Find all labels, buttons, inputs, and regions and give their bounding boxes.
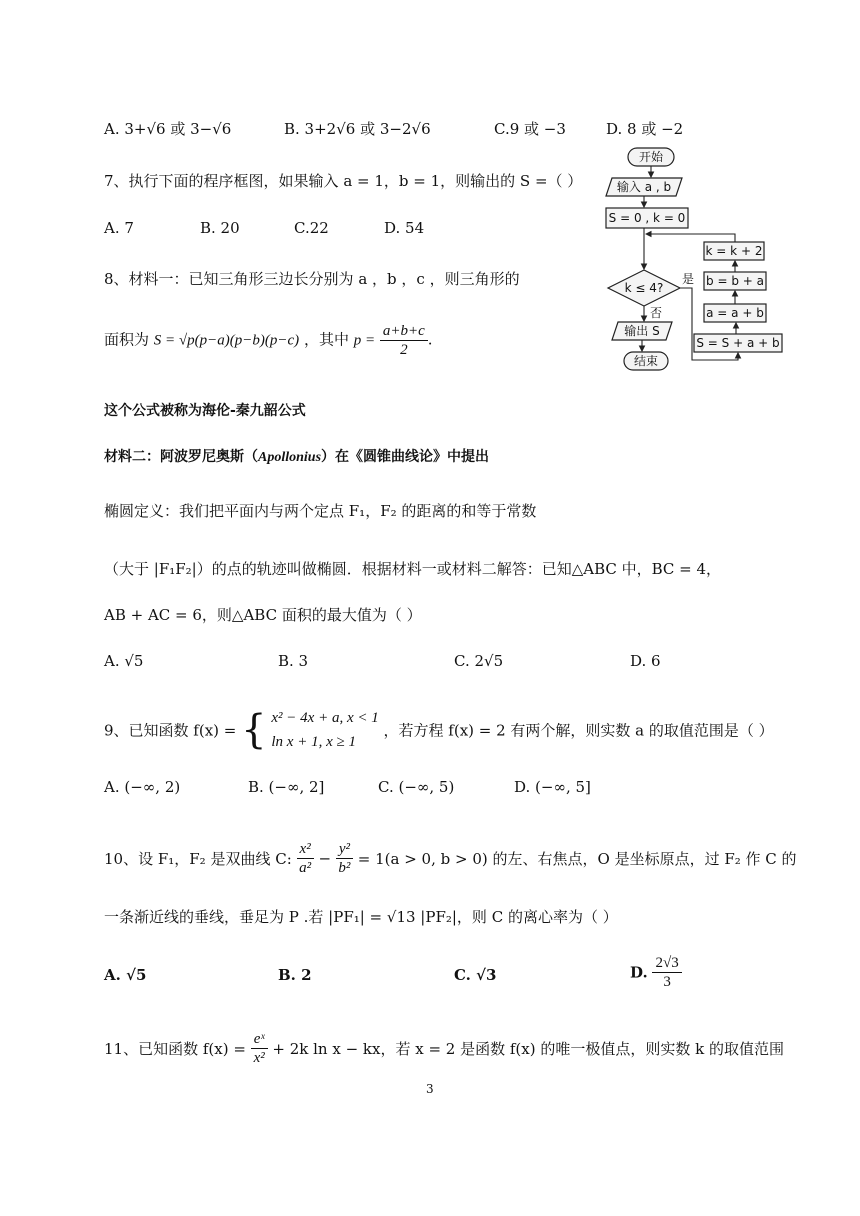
q8-line-3: 这个公式被称为海伦-秦九韶公式 [104,403,306,419]
q10-option-d-num: 2√3 [652,954,681,973]
q8-p-fraction [380,322,428,359]
q10-fraction-y [336,840,353,877]
q6-option-a: A. 3+√6 或 3−√6 [104,120,232,138]
q8-line-6: （大于 |F₁F₂|）的点的轨迹叫做椭圆．根据材料一或材料二解答：已知△ABC 中，BC = 4， [104,560,722,578]
q6-option-c: C.9 或 −3 [494,120,566,138]
q8-p-denominator: 2 [400,342,408,358]
q6-option-b: B. 3+2√6 或 3−2√6 [284,120,431,138]
q9-case-2: ln x + 1, x ≥ 1 [271,734,356,750]
q7-option-d: D. 54 [384,219,425,237]
flow-step4-text: k = k + 2 [705,244,763,258]
q8-area-label: 面积为 [104,330,150,349]
q10-den-a: a² [299,860,312,876]
q9-option-d: D. (−∞, 5] [514,778,591,796]
q9-brace: { [241,707,267,753]
q9-lead: 9、已知函数 f(x) = [104,721,237,740]
flow-step2-text: a = a + b [706,306,764,320]
q11-tail: + 2k ln x − kx，若 x = 2 是函数 f(x) 的唯一极值点，则实数 k 的取值范围 [272,1040,784,1058]
flow-output-text: 输出 S [624,324,660,338]
q8-heron-formula: S = √p(p−a)(p−b)(p−c) [153,332,300,349]
q7-stem: 7、执行下面的程序框图，如果输入 a = 1，b = 1，则输出的 S =（ ） [104,172,583,190]
q8-p-numerator: a+b+c [380,322,428,341]
flow-step3-text: b = b + a [706,274,764,288]
q10-line-2: 一条渐近线的垂线，垂足为 P .若 |PF₁| = √13 |PF₂|，则 C 的离心率为（ ） [104,908,618,926]
q10-tail: = 1(a > 0, b > 0) 的左、右焦点，O 是坐标原点，过 F₂ 作 C 的 [357,850,797,868]
q8-line-4 [104,446,489,466]
q10-option-d-den: 3 [663,974,671,990]
q10-line-1 [104,840,797,877]
q8-line-2: 面积为 S = √p(p−a)(p−b)(p−c) ，其中 p = $\frac{a+b+c}{2}$ . [104,323,433,358]
q8-option-d: D. 6 [630,652,661,670]
flow-no-label: 否 [650,306,663,320]
flow-cond-text: k ≤ 4? [624,281,664,295]
q8-where-label: ，其中 [303,330,349,349]
q10-option-c: C. √3 [454,966,497,984]
flow-step1-text: S = S + a + b [696,336,780,350]
flow-end-text: 结束 [633,354,659,368]
q10-option-d-label: D. [630,963,648,982]
flow-init-text: S = 0 , k = 0 [608,211,686,225]
q10-minus: − [318,849,332,868]
q9-option-b: B. (−∞, 2] [248,778,325,796]
q8-option-b: B. 3 [278,652,309,670]
flow-yes-label: 是 [682,272,695,286]
flow-start-text: 开始 [638,150,664,164]
q9-option-a: A. (−∞, 2) [104,778,181,796]
q11-den: x² [253,1050,265,1066]
page-number: 3 [426,1082,434,1096]
q11-lead: 11、已知函数 f(x) = [104,1040,246,1058]
q11-num: eˣ [251,1030,268,1049]
q11-stem [104,1030,784,1067]
q10-option-a: A. √5 [104,966,147,984]
q8-p-label: p = [353,332,376,349]
q7-option-b: B. 20 [200,219,240,237]
q10-fraction-x [297,840,314,877]
q6-option-d: D. 8 或 −2 [606,120,684,138]
q8-apollonius: Apollonius [258,450,322,465]
q10-option-d [630,954,682,991]
q8-line-7: AB + AC = 6，则△ABC 面积的最大值为（ ） [104,606,422,624]
q8-material2-b: ）在《圆锥曲线论》中提出 [321,449,490,465]
q8-option-c: C. 2√5 [454,652,504,670]
q11-fraction [251,1030,268,1067]
q9-stem [104,706,774,754]
flow-input-text: 输入 a , b [616,180,672,194]
q9-tail: ，若方程 f(x) = 2 有两个解，则实数 a 的取值范围是（ ） [383,721,774,740]
flowchart [600,146,790,372]
q7-option-c: C.22 [294,219,329,237]
q8-material2-a: 材料二：阿波罗尼奥斯（ [104,449,258,465]
q8-line-5: 椭圆定义：我们把平面内与两个定点 F₁，F₂ 的距离的和等于常数 [104,502,537,520]
q10-num-y: y² [336,840,353,859]
q9-cases [271,706,378,754]
q10-num-x: x² [297,840,314,859]
q9-case-1: x² − 4x + a, x < 1 [271,710,379,726]
q10-den-b: b² [338,860,351,876]
q8-line-1: 8、材料一：已知三角形三边长分别为 a ，b ，c ，则三角形的 [104,270,520,288]
q10-option-b: B. 2 [278,966,312,984]
q10-lead: 10、设 F₁，F₂ 是双曲线 C: [104,850,292,868]
q8-option-a: A. √5 [104,652,144,670]
q7-option-a: A. 7 [104,219,134,237]
q9-option-c: C. (−∞, 5) [378,778,455,796]
q10-option-d-fraction [652,954,681,991]
